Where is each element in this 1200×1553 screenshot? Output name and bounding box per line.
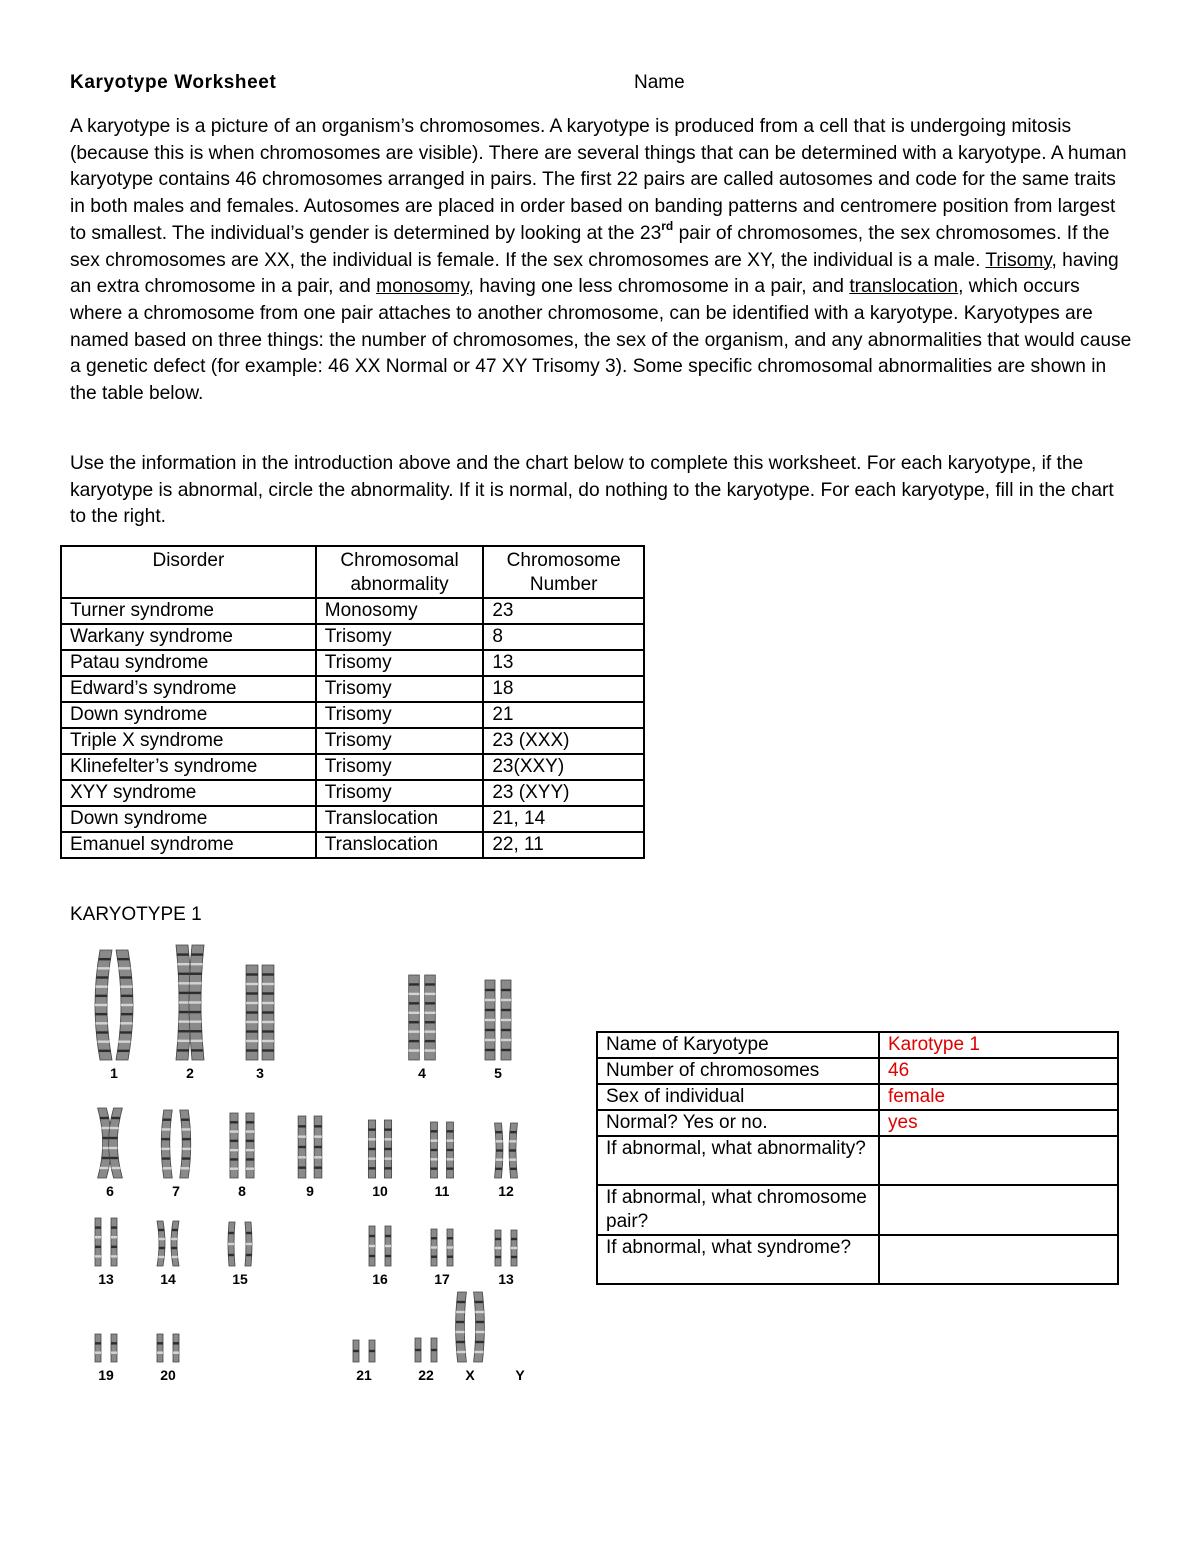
question-cell: Sex of individual — [597, 1084, 879, 1110]
chromosome — [173, 1334, 179, 1362]
pair-label: 14 — [160, 1271, 176, 1287]
abnormality-cell: Translocation — [316, 832, 484, 858]
answer-row — [597, 1185, 1118, 1235]
abnormality-cell: Trisomy — [316, 780, 484, 806]
chromosome — [180, 1110, 191, 1178]
chromosome — [409, 975, 420, 1060]
chromosome-number-cell: 8 — [483, 624, 644, 650]
chromosome-number-cell: 13 — [483, 650, 644, 676]
pair-label: 16 — [372, 1271, 388, 1287]
chromosome — [246, 965, 258, 1060]
chromosome — [189, 945, 204, 1060]
chromosome — [161, 1110, 172, 1178]
pair-label: 2 — [186, 1065, 194, 1081]
answer-field[interactable]: Karotype 1 — [879, 1032, 1118, 1058]
abnormality-cell: Trisomy — [316, 702, 484, 728]
instructions-paragraph: Use the information in the introduction above and the chart below to complete this worksheet. For each karyotype, if the karyotype is abnormal, circle the abnormality. If it is normal, do nothing to the karyotype. For each karyotype, fill in the chart to the right. — [70, 453, 1114, 528]
chromosome — [485, 980, 495, 1060]
disorder-cell: Warkany syndrome — [61, 624, 316, 650]
chromosome — [509, 1123, 517, 1178]
answer-row — [597, 1110, 1118, 1136]
chromosome-number-cell: 23 — [483, 598, 644, 624]
table-row — [61, 754, 644, 780]
pair-label: Y — [515, 1367, 525, 1383]
disorder-cell: Triple X syndrome — [61, 728, 316, 754]
chromosome — [456, 1292, 467, 1362]
question-cell: If abnormal, what abnormality? — [597, 1136, 879, 1185]
term-translocation: translocation — [849, 276, 959, 298]
disorder-cell: Klinefelter’s syndrome — [61, 754, 316, 780]
answer-field[interactable] — [879, 1235, 1118, 1284]
pair-label: 1 — [110, 1065, 118, 1081]
disorder-cell: Down syndrome — [61, 806, 316, 832]
disorder-cell: Patau syndrome — [61, 650, 316, 676]
chromosome — [501, 980, 511, 1060]
chromosome — [157, 1221, 165, 1266]
header-chromosome-number: Chromosome Number — [483, 546, 644, 598]
pair-label: 9 — [306, 1183, 314, 1199]
pair-label: 21 — [356, 1367, 372, 1383]
chromosome — [431, 1338, 437, 1362]
chromosome — [262, 965, 274, 1060]
abnormality-cell: Trisomy — [316, 676, 484, 702]
disorder-cell: Down syndrome — [61, 702, 316, 728]
pair-label: 11 — [434, 1183, 450, 1199]
chromosome — [369, 1226, 375, 1266]
table-row — [61, 702, 644, 728]
pair-label: 6 — [106, 1183, 114, 1199]
pair-label: X — [465, 1367, 475, 1383]
pair-label: 4 — [418, 1065, 426, 1081]
answer-row — [597, 1136, 1118, 1185]
answer-field[interactable]: yes — [879, 1110, 1118, 1136]
chromosome — [298, 1116, 306, 1178]
pair-label: 13 — [98, 1271, 114, 1287]
pair-label: 22 — [418, 1367, 434, 1383]
header-abnormality: Chromosomal abnormality — [316, 546, 484, 598]
pair-label: 3 — [256, 1065, 264, 1081]
chromosome — [245, 1222, 252, 1266]
abnormality-cell: Trisomy — [316, 728, 484, 754]
answer-table — [596, 1031, 1119, 1285]
pair-label: 5 — [494, 1065, 502, 1081]
abnormality-cell: Trisomy — [316, 754, 484, 780]
chromosome — [95, 1334, 101, 1362]
answer-field[interactable] — [879, 1136, 1118, 1185]
disorder-table-header — [61, 546, 644, 598]
abnormality-cell: Trisomy — [316, 624, 484, 650]
answer-row — [597, 1235, 1118, 1284]
abnormality-cell: Translocation — [316, 806, 484, 832]
answer-field[interactable] — [879, 1185, 1118, 1235]
name-label: Name — [634, 72, 685, 93]
answer-field[interactable]: 46 — [879, 1058, 1118, 1084]
abnormality-cell: Monosomy — [316, 598, 484, 624]
chromosome — [431, 1229, 437, 1266]
answer-row — [597, 1084, 1118, 1110]
table-row — [61, 598, 644, 624]
chromosome — [384, 1120, 391, 1178]
chromosome — [447, 1229, 453, 1266]
term-monosomy: monosomy — [376, 276, 469, 298]
chromosome-number-cell: 18 — [483, 676, 644, 702]
chromosome — [511, 1230, 517, 1266]
superscript-rd: rd — [661, 219, 674, 234]
chromosome-number-cell: 21 — [483, 702, 644, 728]
disorder-cell: Emanuel syndrome — [61, 832, 316, 858]
chromosome — [495, 1123, 503, 1178]
chromosome — [246, 1113, 254, 1178]
chromosome-number-cell: 21, 14 — [483, 806, 644, 832]
disorder-table — [60, 545, 645, 859]
chromosome — [495, 1230, 501, 1266]
question-cell: If abnormal, what syndrome? — [597, 1235, 879, 1284]
chromosome — [369, 1340, 375, 1362]
table-row — [61, 624, 644, 650]
header-disorder: Disorder — [61, 546, 316, 598]
chromosome — [228, 1222, 235, 1266]
pair-label: 20 — [160, 1367, 176, 1383]
answer-row — [597, 1032, 1118, 1058]
karyotype-image[interactable] — [64, 928, 550, 1398]
chromosome — [353, 1340, 359, 1362]
chromosome-number-cell: 23 (XYY) — [483, 780, 644, 806]
chromosome — [111, 1218, 117, 1266]
pair-label: 13 — [498, 1271, 514, 1287]
chromosome — [447, 1122, 454, 1178]
table-row — [61, 806, 644, 832]
chromosome — [314, 1116, 322, 1178]
chromosome — [116, 950, 133, 1060]
question-cell: Name of Karyotype — [597, 1032, 879, 1058]
answer-row — [597, 1058, 1118, 1084]
pair-label: 7 — [172, 1183, 180, 1199]
chromosome — [431, 1122, 438, 1178]
chromosome — [474, 1292, 485, 1362]
chromosome — [415, 1338, 421, 1362]
chromosome — [109, 1108, 123, 1178]
chromosome — [425, 975, 436, 1060]
disorder-cell: XYY syndrome — [61, 780, 316, 806]
table-row — [61, 676, 644, 702]
table-row — [61, 780, 644, 806]
question-cell: If abnormal, what chromosome pair? — [597, 1185, 879, 1235]
chromosome — [385, 1226, 391, 1266]
pair-label: 19 — [98, 1367, 114, 1383]
intro-paragraph: A karyotype is a picture of an organism’s chromosomes. A karyotype is produced from a cell that is undergoing mitosis (because this is when chromosomes are visible). There are several things that can be determined with a karyotype. A human karyotype contains 46 chromosomes arranged in pairs. The first 22 pairs are called autosomes and code for the same traits in both males and females. Autosomes are placed in order based on banding patterns and centromere position from largest to smallest. The individual’s gender is determined by looking at the 23rd pair of chromosomes, the sex chromosomes. If the sex chromosomes are XX, the individual is female. If the sex chromosomes are XY, the individual is a male. Trisomy, having an extra chromosome in a pair, and monosomy, having one less chromosome in a pair, and translocation, which occurs where a chromosome from one pair attaches to another chromosome, can be identified with a karyotype. Karyotypes are named based on three things: the number of chromosomes, the sex of the organism, and any abnormalities that would cause a genetic defect (for example: 46 XX Normal or 47 XY Trisomy 3). Some specific chromosomal abnormalities are shown in the table below. — [70, 116, 1132, 405]
chromosome-number-cell: 23 (XXX) — [483, 728, 644, 754]
chromosome — [230, 1113, 238, 1178]
chromosome — [171, 1221, 179, 1266]
chromosome — [95, 950, 112, 1060]
disorder-cell: Edward’s syndrome — [61, 676, 316, 702]
karyotype-heading: KARYOTYPE 1 — [70, 904, 202, 925]
chromosome — [157, 1334, 163, 1362]
table-row — [61, 832, 644, 858]
term-trisomy: Trisomy — [985, 249, 1052, 271]
abnormality-cell: Trisomy — [316, 650, 484, 676]
answer-field[interactable]: female — [879, 1084, 1118, 1110]
table-row — [61, 650, 644, 676]
chromosome — [95, 1218, 101, 1266]
pair-label: 17 — [434, 1271, 450, 1287]
pair-label: 12 — [498, 1183, 514, 1199]
table-row — [61, 728, 644, 754]
pair-label: 15 — [232, 1271, 248, 1287]
chromosome-number-cell: 22, 11 — [483, 832, 644, 858]
pair-label: 8 — [238, 1183, 246, 1199]
disorder-cell: Turner syndrome — [61, 598, 316, 624]
chromosome-number-cell: 23(XXY) — [483, 754, 644, 780]
question-cell: Normal? Yes or no. — [597, 1110, 879, 1136]
pair-label: 10 — [372, 1183, 388, 1199]
question-cell: Number of chromosomes — [597, 1058, 879, 1084]
chromosome — [111, 1334, 117, 1362]
chromosome — [368, 1120, 375, 1178]
worksheet-title: Karyotype Worksheet — [70, 72, 277, 93]
